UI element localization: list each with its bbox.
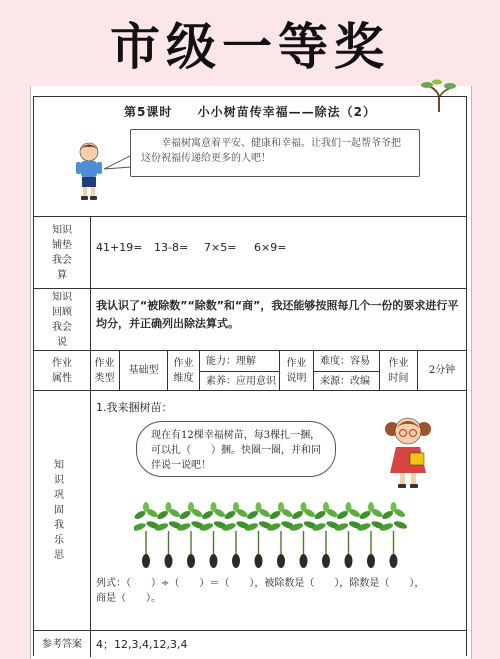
review-label-cell bbox=[34, 289, 91, 350]
type-value-cell bbox=[120, 351, 168, 390]
seedling-icon bbox=[199, 502, 228, 568]
time-value-cell bbox=[418, 351, 466, 390]
type-value: 基础型 bbox=[128, 365, 159, 376]
practice-label-cell bbox=[34, 391, 91, 630]
task-title: 1.我来捆树苗： bbox=[96, 401, 173, 414]
formula-line-1: 列式：（ ）÷（ ）＝（ ），被除数是（ ），除数是（ ）， bbox=[96, 578, 425, 589]
literacy-value: 素养：应用意识 bbox=[206, 375, 276, 387]
seedlings-row bbox=[134, 501, 414, 571]
difficulty-value: 难度：容易 bbox=[314, 351, 379, 372]
desc-label-cell bbox=[280, 351, 314, 390]
formula-line-2: 商是（ ）。 bbox=[96, 593, 161, 604]
desc-label: 作业说明 bbox=[286, 357, 307, 384]
warmup-item: 6×9= bbox=[254, 241, 287, 254]
warmup-row bbox=[34, 217, 466, 289]
practice-label: 知识巩固我乐思 bbox=[54, 460, 70, 561]
girl-illustration bbox=[380, 413, 436, 493]
warmup-content bbox=[96, 217, 460, 288]
seedling-icon bbox=[244, 502, 273, 568]
type-label: 作业类型 bbox=[94, 357, 115, 384]
dimension-label-cell bbox=[168, 351, 200, 390]
answer-content bbox=[96, 631, 460, 657]
answer-row bbox=[34, 631, 466, 657]
dimension-values-cell bbox=[200, 351, 280, 390]
task-bubble-text: 现在有12棵幸福树苗，每3棵扎一捆，可以扎（ ）捆。快圈一圈，并和同伴说一说吧！ bbox=[151, 430, 321, 471]
time-value: 2分钟 bbox=[428, 365, 456, 376]
warmup-item: 41+19= bbox=[96, 241, 143, 254]
warmup-label-cell bbox=[34, 217, 91, 288]
warmup-item: 13-8= bbox=[154, 241, 189, 254]
worksheet bbox=[30, 86, 472, 659]
dimension-label: 作业维度 bbox=[173, 357, 194, 384]
review-label: 知识回顾我会说 bbox=[52, 291, 72, 348]
lesson-title: 小小树苗传幸福——除法（2） bbox=[197, 105, 376, 119]
formula bbox=[96, 576, 460, 606]
review-text: 我认识了“被除数”“除数”和“商”，我还能够按照每几个一份的要求进行平均分，并正确列出除法算式。 bbox=[96, 299, 459, 330]
seedling-icon bbox=[176, 502, 205, 568]
seedling-icon bbox=[266, 502, 295, 568]
warmup-item: 7×5= bbox=[204, 241, 237, 254]
review-content bbox=[96, 289, 460, 350]
attributes-label-cell bbox=[34, 351, 91, 390]
attributes-label: 作业属性 bbox=[52, 357, 72, 384]
worksheet-table bbox=[33, 96, 467, 656]
source-value: 来源：改编 bbox=[320, 375, 370, 387]
banner-title: 市级一等奖 bbox=[110, 18, 390, 76]
seedling-icon bbox=[289, 502, 318, 568]
answer-label-cell bbox=[34, 631, 91, 657]
attributes-row bbox=[34, 351, 466, 391]
boy-illustration bbox=[72, 141, 106, 203]
seedling-icon bbox=[334, 502, 363, 568]
lesson-number: 第5课时 bbox=[124, 105, 173, 119]
practice-content bbox=[96, 391, 460, 630]
desc-values-cell bbox=[314, 351, 380, 390]
seedling-icon bbox=[154, 502, 183, 568]
answer-text: 4；12,3,4,12,3,4 bbox=[96, 638, 188, 651]
time-label-cell bbox=[380, 351, 418, 390]
header-row bbox=[34, 97, 466, 217]
answer-label: 参考答案 bbox=[42, 638, 82, 650]
type-label-cell bbox=[90, 351, 120, 390]
intro-speech-bubble bbox=[130, 129, 420, 177]
practice-row bbox=[34, 391, 466, 631]
task-speech-bubble bbox=[136, 421, 336, 477]
review-row bbox=[34, 289, 466, 351]
seedling-icon bbox=[379, 502, 408, 568]
intro-text: 幸福树寓意着平安、健康和幸福。让我们一起帮爷爷把这份祝福传递给更多的人吧！ bbox=[141, 138, 401, 164]
banner bbox=[0, 0, 500, 86]
seedling-icon bbox=[221, 502, 250, 568]
seedling-icon bbox=[311, 502, 340, 568]
time-label: 作业时间 bbox=[388, 357, 409, 384]
seedling-icon bbox=[134, 502, 161, 568]
lesson-heading bbox=[34, 103, 466, 120]
warmup-label: 知识铺垫我会算 bbox=[52, 224, 72, 281]
seedling-icon bbox=[356, 502, 385, 568]
ability-value: 能力：理解 bbox=[200, 351, 279, 372]
